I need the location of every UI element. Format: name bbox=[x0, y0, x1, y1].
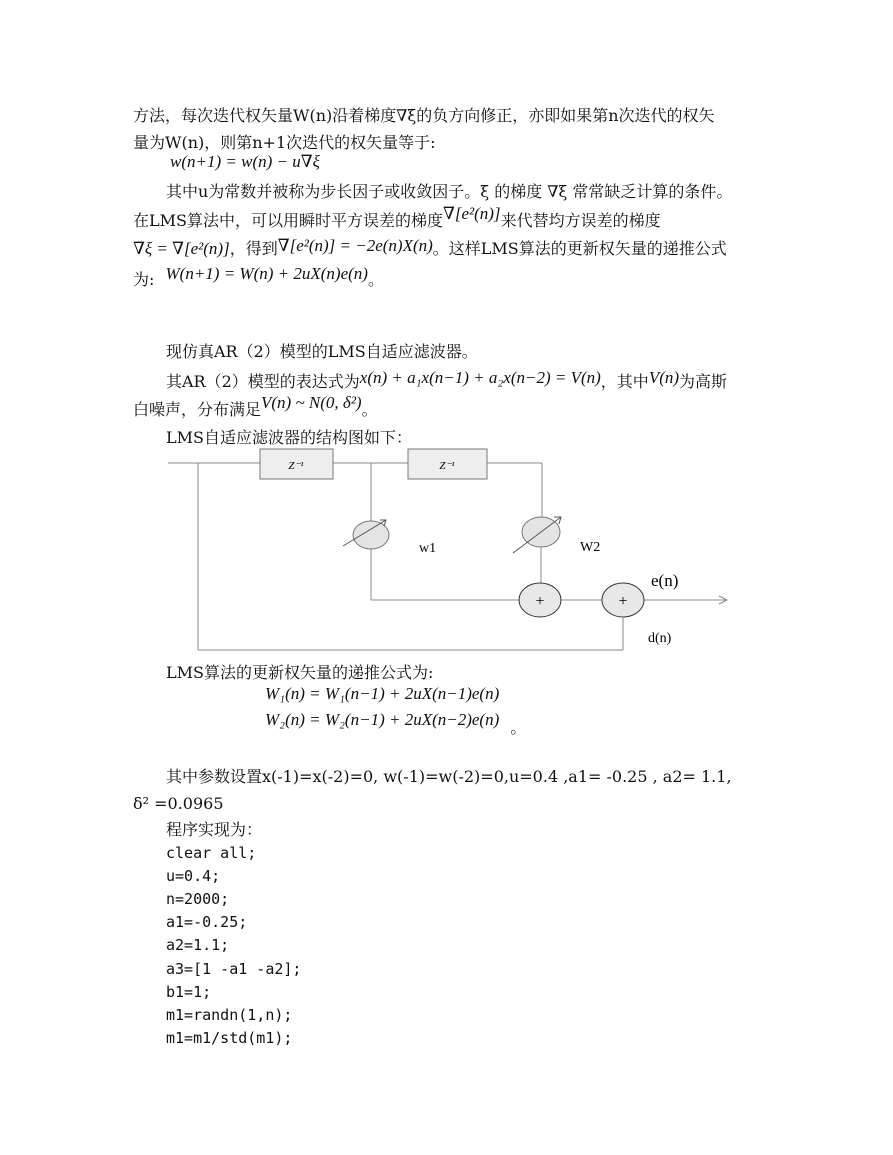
paragraph-line: 量为W(n)，则第n+1次迭代的权矢量等于: bbox=[133, 133, 436, 152]
code-line: clear all; bbox=[166, 844, 257, 862]
code-line: a3=[1 -a1 -a2]; bbox=[166, 959, 302, 978]
equation-inline: x(n) + a₁x(n−1) + a₂x(n−2) = V(n) bbox=[359, 368, 601, 387]
error-label: e(n) bbox=[651, 571, 679, 590]
text-span: 。 bbox=[510, 718, 527, 737]
equation-inline: V(n) ~ N(0, δ²) bbox=[261, 393, 362, 412]
code-line: m1=randn(1,n); bbox=[166, 1005, 293, 1024]
paragraph-line: LMS算法的更新权矢量的递推公式为: bbox=[166, 663, 434, 682]
text-span: ，得到 bbox=[229, 239, 278, 258]
equation-w2-line bbox=[265, 710, 527, 737]
code-line: b1=1; bbox=[166, 982, 212, 1001]
text-span: ，其中 bbox=[600, 372, 649, 391]
text-span: 来代替均方误差的梯度 bbox=[500, 211, 661, 230]
weight-label: w1 bbox=[419, 541, 437, 556]
text-span: 为高斯 bbox=[679, 372, 728, 391]
paragraph-line: 现仿真AR（2）模型的LMS自适应滤波器。 bbox=[166, 342, 478, 361]
equation-inline: V(n) bbox=[648, 368, 680, 387]
equation-w2: W₂(n) = W₂(n−1) + 2uX(n−2)e(n) bbox=[265, 710, 500, 729]
paragraph-line: δ² =0.0965 bbox=[133, 794, 224, 813]
text-span: 在LMS算法中，可以用瞬时平方误差的梯度 bbox=[133, 211, 443, 230]
equation-inline: ∇[e²(n)] bbox=[442, 204, 501, 223]
code-line: a1=-0.25; bbox=[166, 913, 248, 932]
equation-inline: ∇ξ = ∇[e²(n)] bbox=[133, 239, 230, 258]
paragraph-line: 其中参数设置x(-1)=x(-2)=0, w(-1)=w(-2)=0,u=0.4 ,a1= -0.25 , a2= 1.1, bbox=[166, 767, 732, 786]
summer-label: + bbox=[535, 593, 545, 610]
desired-label: d(n) bbox=[648, 631, 672, 646]
text-span: 白噪声，分布满足 bbox=[133, 400, 262, 419]
equation-inline: ∇[e²(n)] = −2e(n)X(n) bbox=[277, 236, 433, 255]
equation-weight-update: w(n+1) = w(n) − u∇ξ bbox=[170, 152, 320, 171]
delay-label: Z⁻¹ bbox=[439, 460, 455, 472]
text-span: 为: bbox=[133, 270, 155, 289]
weight-w1-icon bbox=[353, 521, 389, 549]
paragraph-line: LMS自适应滤波器的结构图如下： bbox=[166, 428, 412, 447]
paragraph-line: 方法，每次迭代权矢量W(n)沿着梯度∇ξ的负方向修正，亦即如果第n次迭代的权矢 bbox=[133, 106, 715, 125]
code-line: n=2000; bbox=[166, 890, 230, 909]
code-line: u=0.4; bbox=[166, 867, 221, 886]
text-span: 。这样LMS算法的更新权矢量的递推公式 bbox=[432, 239, 727, 258]
paragraph-line: 程序实现为： bbox=[166, 820, 263, 839]
code-line: a2=1.1; bbox=[166, 936, 230, 955]
text-span: 。 bbox=[367, 270, 384, 289]
summer-label: + bbox=[618, 593, 628, 610]
delay-label: Z⁻¹ bbox=[288, 460, 304, 472]
weight-label: W2 bbox=[580, 540, 601, 555]
paragraph-line: 其中u为常数并被称为步长因子或收敛因子。ξ 的梯度 ∇ξ 常常缺乏计算的条件。 bbox=[166, 182, 733, 201]
text-span: 。 bbox=[361, 400, 378, 419]
code-line: m1=m1/std(m1); bbox=[166, 1028, 293, 1047]
equation-w1: W₁(n) = W₁(n−1) + 2uX(n−1)e(n) bbox=[265, 684, 500, 703]
equation-inline: W(n+1) = W(n) + 2uX(n)e(n) bbox=[165, 264, 368, 283]
text-span: 其AR（2）模型的表达式为 bbox=[166, 372, 360, 391]
